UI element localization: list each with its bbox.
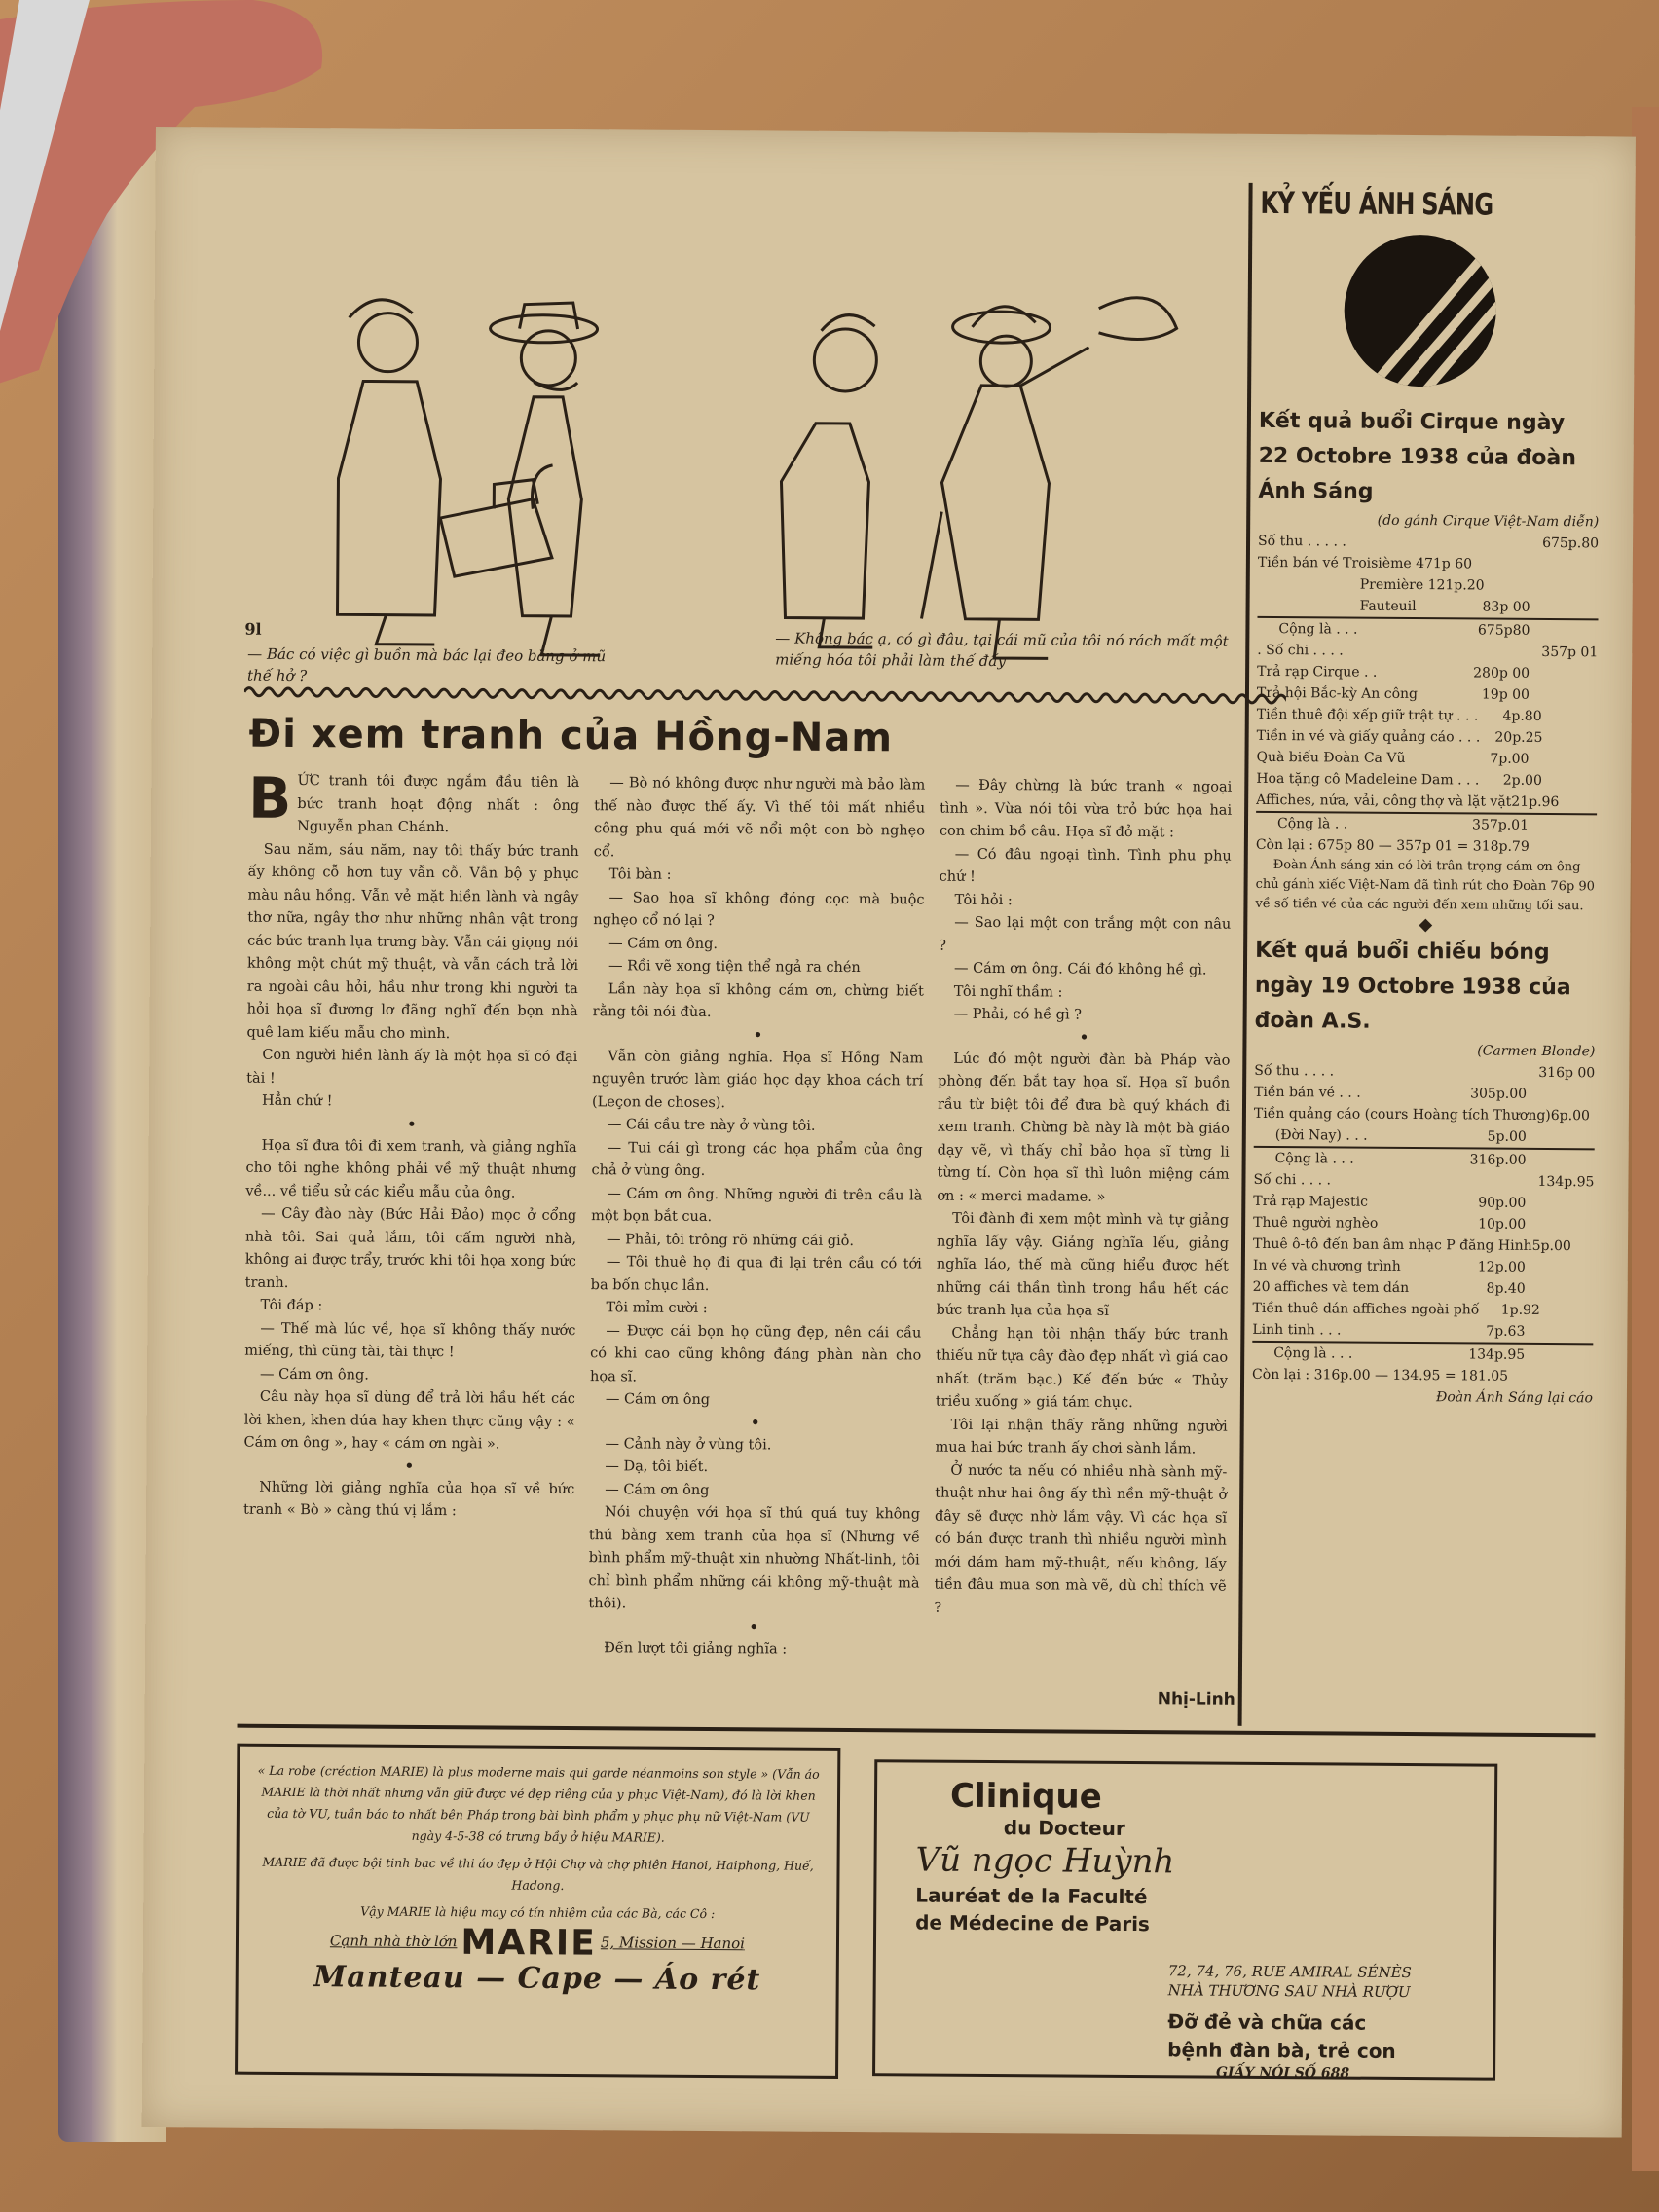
ledger-amount: 1p.92 — [1500, 1302, 1540, 1318]
ledger-label: Cộng là . . — [1276, 816, 1348, 832]
article-paragraph: — Cám ơn ông. — [608, 935, 719, 952]
ledger-row — [1257, 640, 1598, 663]
ledger-amount — [1448, 1170, 1526, 1193]
article-paragraph: — Được cái bọn họ cũng đẹp, nên cái cầu có khi cao cũng không đáng phàn nàn cho họa sĩ. — [589, 1322, 922, 1384]
cartoonist-signature: 9l — [244, 619, 262, 639]
paragraph-separator-icon: • — [404, 1456, 415, 1477]
ad-marie-right: 5, Mission — Hanoi — [600, 1934, 746, 1953]
ledger-label: Tiền quảng cáo (cours Hoàng tích Thương) — [1253, 1105, 1551, 1124]
ledger-total — [1542, 727, 1597, 749]
article-paragraph: — Tui cái gì trong các họa phẩm của ông chả ở vùng ông. — [591, 1139, 923, 1179]
ledger-label: Tiền bán vé Troisième 471p 60 — [1257, 554, 1473, 572]
ledger-total: 134p.95 — [1537, 1173, 1595, 1191]
article-paragraph: — Có đâu ngoại tình. Tình phu phụ chứ ! — [939, 846, 1232, 885]
ledger-total — [1526, 1257, 1594, 1278]
article-paragraph: Hẳn chứ ! — [261, 1092, 333, 1110]
ledger-row — [1256, 747, 1597, 770]
ad-clinic-line4: de Médecine de Paris — [915, 1910, 1150, 1936]
ledger-total — [1542, 770, 1598, 792]
sidebar-title: KỶ YẾU ÁNH SÁNG — [1260, 185, 1493, 223]
ledger-total — [1542, 706, 1598, 727]
ad-clinic-service2: bệnh đàn bà, trẻ con — [1167, 2038, 1396, 2063]
ledger-label: Tiền in vé và giấy quảng cáo . . . — [1256, 727, 1481, 746]
cartoon-caption-right: — Không bác ạ, có gì đâu, tại cái mũ của tôi nó rách mất một miếng hóa tôi phải làm thế đấy — [775, 629, 1229, 671]
ledger-amount: 5p.00 — [1487, 1128, 1527, 1145]
ledger-label: Cộng là . . . — [1273, 1346, 1353, 1362]
ledger-total — [1540, 1300, 1594, 1321]
ledger-total — [1527, 1084, 1595, 1105]
ledger-row — [1253, 1212, 1594, 1235]
article-paragraph: Tôi bàn : — [608, 866, 672, 883]
article-column-1 — [243, 764, 580, 1525]
ad-marie-text-2: MARIE đã được bội tinh bạc về thi áo đẹp ở Hội Chợ và chợ phiên Hanoi, Haiphong, Huế, Hadong. — [262, 1854, 814, 1893]
ledger-amount: 7p.63 — [1486, 1323, 1526, 1340]
article-paragraph: Tôi đành đi xem một mình và tự giảng nghĩa lấy vậy. Giảng nghĩa lếu, giảng nghĩa láo, thế mà cũng hiểu được hết những cái thần tình trong hầu hết các bức tranh lụa của họa sĩ — [936, 1210, 1230, 1319]
ads-divider — [238, 1724, 1596, 1738]
ledger-amount — [1484, 575, 1545, 597]
ledger-label: Fauteuil — [1359, 598, 1417, 615]
ledger-total — [1526, 1214, 1594, 1235]
ledger-label: In vé và chương trình — [1252, 1257, 1401, 1274]
report2-closing: Đoàn Ánh Sáng lại cáo — [1435, 1389, 1593, 1407]
article-paragraph: Câu này họa sĩ dùng để trả lời hầu hết các lời khen, khen dúa hay khen thực cũng vậy : « Cám ơn ông », hay « cám ơn ngài ». — [243, 1388, 575, 1453]
ledger-row — [1253, 1191, 1594, 1214]
ledger-label: Linh tinh . . . — [1252, 1321, 1342, 1339]
ledger-amount: 20p.25 — [1494, 729, 1543, 746]
paragraph-separator-icon: • — [406, 1114, 418, 1135]
article-paragraph: Lúc đó một người đàn bà Pháp vào phòng đến bắt tay họa sĩ. Họa sĩ buồn rầu từ biệt tôi để đưa bà quý khách đi xem tranh. Chừng bà này là một bà giáo dạy vẽ, vì thấy chỉ bảo họa sĩ từng li từng tí. Còn họa sĩ thì luôn miệng cám ơn : « merci madame. » — [937, 1051, 1231, 1205]
ledger-label: Trả rạp Cirque . . — [1257, 663, 1378, 681]
article-paragraph: — Phải, tôi trông rõ những cái giỏ. — [606, 1231, 855, 1249]
ledger-label: Thuê ô-tô đến ban âm nhạc P đăng Hinh — [1252, 1235, 1532, 1254]
anh-sang-logo-icon — [1332, 232, 1508, 388]
ledger-total: 675p.80 — [1542, 535, 1600, 552]
ledger-row — [1256, 768, 1597, 792]
article-paragraph: Con người hiền lành ấy là một họa sĩ có đại tài ! — [246, 1047, 578, 1087]
ledger-amount — [1452, 641, 1530, 663]
ad-clinic — [872, 1759, 1497, 2080]
ledger-amount: 90p.00 — [1478, 1195, 1527, 1211]
ledger-label: Quà biếu Đoàn Ca Vũ — [1256, 749, 1406, 766]
ad-clinic-line2: du Docteur — [1003, 1816, 1125, 1840]
ledger-row — [1257, 682, 1598, 706]
ledger-label: Tiền thuê dán affiches ngoài phố — [1252, 1300, 1480, 1318]
ledger-amount: 134p.95 — [1468, 1346, 1526, 1363]
ledger-row — [1254, 1124, 1595, 1148]
ledger-amount: 675p80 — [1477, 622, 1530, 639]
ledger-amount: 10p.00 — [1478, 1216, 1527, 1233]
ledger-label: Tiền thuê đội xếp giữ trật tự . . . — [1256, 706, 1479, 724]
report1-remain: Còn lại : 675p 80 — 357p 01 = 318p.79 — [1255, 836, 1530, 855]
ledger-amount: 83p 00 — [1482, 599, 1530, 615]
paragraph-separator-icon: • — [1079, 1027, 1089, 1049]
ledger-total — [1529, 749, 1597, 770]
paragraph-separator-icon: • — [750, 1412, 761, 1433]
ledger-label: Số thu . . . . . — [1257, 533, 1346, 550]
article-paragraph: Tôi lại nhận thấy rằng những người mua hai bức tranh ấy chơi sành lắm. — [935, 1417, 1228, 1457]
ledger-row — [1253, 1234, 1594, 1257]
ledger-amount: 316p.00 — [1469, 1152, 1527, 1168]
ad-marie — [235, 1744, 840, 2079]
ledger-total — [1571, 1235, 1594, 1257]
ad-clinic-permit: GIẤY NÓI SỐ 688 — [1216, 2064, 1350, 2082]
report2-remain: Còn lại : 316p.00 — 134.95 = 181.05 — [1252, 1366, 1509, 1384]
drop-cap: B — [247, 764, 292, 831]
ledger-label: Thuê người nghèo — [1253, 1214, 1379, 1232]
ledger-row — [1252, 1298, 1593, 1321]
ledger-row — [1254, 1103, 1595, 1126]
ledger-amount: 4p.80 — [1502, 708, 1542, 724]
ledger-total — [1529, 815, 1597, 836]
sidebar-ky-yeu — [1252, 185, 1602, 1409]
article-paragraph: Tôi mỉm cười : — [606, 1300, 708, 1316]
ledger-row — [1252, 1319, 1593, 1343]
report2-subtitle: (Carmen Blonde) — [1477, 1043, 1596, 1060]
ledger-total: 357p 01 — [1541, 644, 1599, 661]
article-paragraph: — Đây chừng là bức tranh « ngoại tình ». Vừa nói tôi vừa trỏ bức họa hai con chim bồ câu. Họa sĩ đỏ mặt : — [939, 777, 1233, 841]
ledger-amount — [1472, 553, 1539, 574]
ledger-total — [1526, 1278, 1594, 1300]
ad-clinic-line3: Lauréat de la Faculté — [915, 1883, 1148, 1909]
ledger-amount: 280p 00 — [1473, 665, 1530, 682]
article-paragraph: — Cám ơn ông — [605, 1481, 710, 1498]
ad-marie-left: Cạnh nhà thờ lớn — [329, 1932, 458, 1951]
article-paragraph: Tôi đáp : — [260, 1297, 323, 1314]
ad-marie-text-1: « La robe (création MARIE) là plus moderne mais qui garde néanmoins son style » (Vẫn áo MARIE là thời nhất nhưng vẫn giữ được vẻ đẹp riêng của y phục Việt-Nam), đó là lời khen của tờ VU, tuần báo to nhất bên Pháp trong bài bình phẩm y phục phụ nữ Việt-Nam (VU ngày 4-5-38 có trưng bầy ở hiệu MARIE). — [257, 1762, 820, 1845]
article-paragraph: — Dạ, tôi biết. — [605, 1458, 709, 1475]
ledger-label: Cộng là . . . — [1278, 621, 1358, 638]
ledger-label: Số thu . . . . — [1254, 1062, 1335, 1080]
article-title: Đi xem tranh của Hồng-Nam — [248, 711, 894, 761]
ledger-total — [1530, 663, 1598, 684]
ledger-total — [1527, 1150, 1595, 1171]
report2-heading: Kết quả buổi chiếu bóng ngày 19 Octobre 1938 của đoàn A.S. — [1254, 938, 1571, 1034]
report1-table — [1256, 531, 1599, 836]
ledger-label: . Số chi . . . . — [1257, 642, 1344, 659]
ad-clinic-address1: 72, 74, 76, RUE AMIRAL SÉNÈS — [1167, 1962, 1412, 1982]
ledger-row — [1258, 573, 1599, 597]
ledger-amount: 305p.00 — [1470, 1086, 1528, 1102]
diamond-ornament-icon: ◆ — [1419, 914, 1433, 936]
ledger-amount: 7p.00 — [1490, 751, 1530, 767]
ledger-row — [1253, 1276, 1594, 1300]
article-paragraph: Đến lượt tôi giảng nghĩa : — [604, 1640, 788, 1658]
article-paragraph: Lần này họa sĩ không cám ơn, chừng biết rằng tôi nói đùa. — [592, 980, 924, 1021]
article-column-2 — [588, 772, 925, 1662]
ledger-row — [1257, 661, 1598, 684]
ledger-amount: 2p.00 — [1502, 772, 1542, 789]
ledger-label: Cộng là . . . — [1274, 1151, 1354, 1167]
ledger-label: Số chi . . . . — [1253, 1171, 1332, 1189]
article-paragraph: — Cám ơn ông. Cái đó không hề gì. — [953, 960, 1207, 978]
ledger-total — [1590, 1105, 1595, 1126]
ledger-row — [1258, 595, 1599, 618]
ledger-row — [1253, 1255, 1594, 1278]
ledger-amount: 12p.00 — [1477, 1259, 1526, 1275]
ad-clinic-service1: Đỡ đẻ và chữa các — [1167, 2009, 1367, 2035]
ledger-label: Tiền bán vé . . . — [1254, 1084, 1361, 1101]
ledger-row — [1257, 725, 1598, 749]
ledger-total — [1527, 1126, 1595, 1148]
paragraph-separator-icon: • — [753, 1024, 763, 1046]
ledger-total — [1545, 575, 1599, 597]
ledger-total — [1530, 597, 1599, 618]
article-paragraph: Họa sĩ đưa tôi đi xem tranh, và giảng nghĩa cho tôi nghe không phải về mỹ thuật nhưng về... về tiểu sử các kiểu mẫu của ông. — [245, 1137, 577, 1201]
report2-table — [1252, 1060, 1595, 1366]
ledger-amount: 6p.00 — [1550, 1108, 1590, 1124]
article-paragraph: Chẳng hạn tôi nhận thấy bức tranh thiếu nữ tựa cây đào đẹp nhất vì giá cao nhất (trăm bạc.) Kế đến bức « Thủy triều xuống » giá tám chục. — [935, 1325, 1229, 1412]
ledger-amount: 8p.40 — [1486, 1280, 1526, 1297]
article-paragraph: Nói chuyện với họa sĩ thú quá tuy không thú bằng xem tranh của họa sĩ (Nhưng về bình phẩm mỹ-thuật xin nhường Nhất-linh, tôi chỉ bình phẩm những cái không mỹ-thuật mà thôi). — [588, 1504, 921, 1612]
ledger-row — [1253, 1169, 1594, 1193]
ledger-label: Affiches, nứa, vải, công thợ và lặt vặt — [1256, 792, 1512, 810]
article-paragraph: — Tôi thuê họ đi qua đi lại trên cầu có tới ba bốn chục lần. — [590, 1254, 922, 1294]
ledger-row — [1258, 531, 1599, 554]
article-paragraph: Vẫn còn giảng nghĩa. Họa sĩ Hồng Nam nguyên trước làm giáo học dạy khoa cách trí (Leçon de choses). — [591, 1048, 924, 1111]
ledger-row — [1256, 811, 1597, 836]
article-paragraph: — Sao lại một con trắng một con nâu ? — [939, 914, 1232, 954]
article-paragraph: Ở nước ta nếu có nhiều nhà sành mỹ-thuật như hai ông ấy thì nền mỹ-thuật ở đây sẽ được nhờ lắm vậy. Vì các họa sĩ có bán được tranh thì nhiều người mình mới dám ham mỹ-thuật, nếu không, lấy tiền đâu mua sơn mà vẽ, dù chỉ thích vẽ ? — [934, 1462, 1228, 1616]
article-paragraph: — Cám ơn ông — [605, 1391, 711, 1409]
ledger-total — [1530, 684, 1598, 706]
article-paragraph: — Rồi vẽ xong tiện thể ngả ra chén — [608, 958, 861, 977]
ledger-total — [1530, 620, 1598, 642]
ledger-row — [1254, 1060, 1595, 1084]
newspaper-page — [142, 127, 1636, 2138]
article-paragraph: — Cái cầu tre này ở vùng tôi. — [607, 1117, 816, 1134]
ledger-row — [1256, 790, 1597, 813]
ledger-row — [1257, 616, 1598, 642]
ad-marie-products: Manteau — Cape — Áo rét — [313, 1959, 761, 1997]
ledger-amount: 19p 00 — [1481, 686, 1530, 703]
ledger-row — [1254, 1146, 1595, 1171]
ad-marie-brand: MARIE — [461, 1922, 598, 1964]
ad-clinic-doctor: Vũ ngọc Huỳnh — [915, 1840, 1175, 1882]
article-column-3 — [934, 775, 1232, 1622]
ledger-row — [1258, 552, 1599, 575]
ledger-amount — [1453, 532, 1530, 554]
ledger-row — [1257, 704, 1598, 727]
ledger-row — [1252, 1341, 1593, 1366]
article-paragraph: — Cây đào này (Bức Hải Đảo) mọc ở cổng nhà tôi. Sai quả lắm, tôi cấm người nhà, không ai được trẩy, trước khi tôi họa xong bức tranh. — [244, 1205, 577, 1291]
ledger-label: Trả rạp Majestic — [1253, 1193, 1369, 1210]
adjacent-page-edge — [1632, 107, 1659, 2171]
cartoon-caption-left: — Bác có việc gì buồn mà bác lại đeo băng ở mũ thế hở ? — [247, 645, 607, 685]
ledger-label: 20 affiches và tem dán — [1252, 1278, 1410, 1297]
ledger-label: (Đời Nay) . . . — [1274, 1127, 1368, 1144]
report1-heading: Kết quả buổi Cirque ngày 22 Octobre 1938 của đoàn Ánh Sáng — [1258, 408, 1577, 504]
ledger-label: Trả hội Bắc-kỳ An công — [1256, 684, 1419, 703]
report1-subtitle: (do gánh Cirque Việt-Nam diễn) — [1377, 512, 1600, 531]
article-paragraph: — Sao họa sĩ không đóng cọc mà buộc nghẹo cổ nó lại ? — [593, 889, 925, 930]
ledger-total — [1525, 1345, 1593, 1366]
article-paragraph: — Bò nó không được như người mà bảo làm thế nào được thế ấy. Vì thế tôi mất nhiều công phu quá mới vẽ nổi một con bò nghẹo cổ. — [593, 775, 926, 860]
ledger-amount: 357p.01 — [1472, 817, 1530, 833]
article-paragraph: — Thế mà lúc về, họa sĩ không thấy nước miếng, thì cũng tài, tài thực ! — [244, 1320, 576, 1361]
article-paragraph: Tôi hỏi : — [954, 892, 1013, 908]
ledger-total — [1526, 1193, 1594, 1214]
ledger-total — [1539, 554, 1599, 575]
report1-note: Đoàn Ánh sáng xin có lời trân trọng cám ơn ông chủ gánh xiếc Việt-Nam đã tình rút cho Đoàn 76p 90 về số tiền vé của các người đến xem những tối sau. — [1255, 858, 1595, 914]
article-author: Nhị-Linh — [1157, 1689, 1235, 1710]
ledger-total: 316p 00 — [1538, 1064, 1596, 1082]
article-paragraph: — Cám ơn ông. Những người đi trên cầu là một bọn bắt cua. — [591, 1185, 923, 1226]
ledger-total — [1559, 792, 1597, 813]
article-paragraph: Tôi nghĩ thầm : — [953, 983, 1063, 1001]
ledger-label: Première 121p.20 — [1359, 576, 1485, 594]
ledger-total — [1525, 1321, 1593, 1343]
ad-marie-text-3: Vậy MARIE là hiệu may có tín nhiệm của các Bà, các Cô : — [360, 1903, 716, 1922]
ledger-amount: 21p.96 — [1511, 793, 1560, 811]
article-paragraph: Những lời giảng nghĩa của họa sĩ về bức tranh « Bò » càng thú vị lắm : — [243, 1479, 575, 1520]
article-paragraph: — Cám ơn ông. — [260, 1366, 369, 1383]
ledger-amount — [1449, 1061, 1527, 1084]
article-paragraph: — Phải, có hề gì ? — [953, 1006, 1083, 1023]
ledger-row — [1254, 1082, 1595, 1105]
ad-clinic-address2: NHÀ THƯƠNG SAU NHÀ RƯỢU — [1167, 1981, 1411, 2002]
paragraph-separator-icon: • — [748, 1616, 759, 1638]
ad-clinic-line1: Clinique — [949, 1776, 1102, 1817]
ledger-label: Hoa tặng cô Madeleine Dam . . . — [1256, 770, 1480, 789]
article-paragraph: — Cảnh này ở vùng tôi. — [605, 1435, 772, 1453]
article-paragraph: ỨC tranh tôi được ngắm đầu tiên là bức tranh hoạt động nhất : ông Nguyễn phan Chánh. — [297, 773, 580, 836]
article-paragraph: Sau năm, sáu năm, nay tôi thấy bức tranh ấy không cỗ hơn tuy vẫn cỗ. Vẫn bộ y phục màu nâu hồng. Vẫn vẻ mặt hiền lành và ngây thơ nữa, ngây thơ như những nhân vật trong các bức tranh lụa trưng bày. Vẫn cái giọng nói không một chút mỹ thuật, và vẫn cách trả lời ra ngoài câu hỏi, hầu như trong khi người ta hỏi họa sĩ đương lơ đãng nghĩ đến bọn nhà quê lam kiếu mẫu cho mình. — [246, 841, 579, 1042]
ledger-amount: 5p.00 — [1531, 1237, 1571, 1255]
